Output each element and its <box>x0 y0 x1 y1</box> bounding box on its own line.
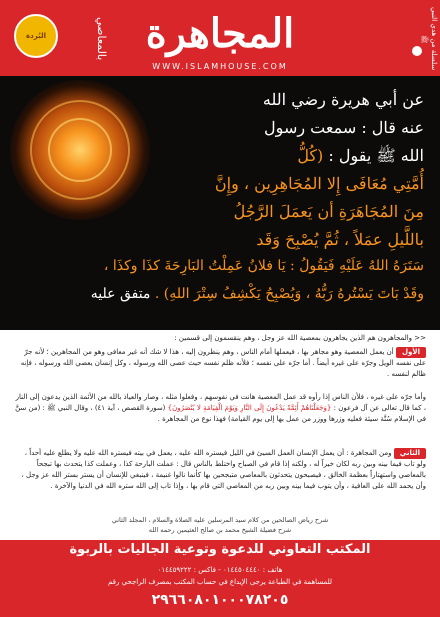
emblem-logo <box>14 14 58 58</box>
second-paragraph-text: وأما جرّه على غيره ، فلأن الناس إذا رأوه قد عمل المعصية هانت في نفوسهم ، وفعلوا مثله ، وصار والعياذ بالله من الأئمة الذين يدعون إلى النار ، كما قال تعالى عن آل فرعون : <box>15 393 426 412</box>
footer-banner <box>0 540 440 617</box>
office-phone: هاتف : ٠١٤٤٥٠٤٤٤٠ - فاكس : ٠١٤٤٥٩٢٢٢ <box>157 566 283 574</box>
hadith-line-6: باللَّيلِ عمَلاً ، ثُمَّ يُصْبِحَ وَقَد <box>256 230 424 249</box>
hadith-line-1: عن أبي هريرة رضي الله <box>262 90 424 109</box>
hadith-line-3-orange: (كُلُّ <box>297 146 324 165</box>
hadith-line-7: سَتَرَهُ اللهُ عَلَيْهِ فَيَقُولُ : يَا فلانُ عَمِلْتُ البَارِحَةَ كذَا وكذَا ، <box>103 258 424 274</box>
header-banner <box>0 0 440 76</box>
donation-note: للمساهمة في الطباعة يرجى الإيداع في حساب المكتب بمصرف الراجحي رقم <box>107 578 333 586</box>
second-type-badge: الثاني <box>394 448 426 459</box>
reference-line-2: شرح فضيلة الشيخ محمد بن صالح العثيمين رحمه الله <box>148 526 292 534</box>
page-title: المجاهرة <box>145 10 295 57</box>
hadith-line-5: مِنَ المُجَاهَرَةِ أن يَعمَلَ الرَّجُلُ <box>233 202 424 221</box>
glow-ring-decoration-inner <box>48 118 112 182</box>
series-label: سلسلة من هدي النبي ﷺ <box>420 7 438 71</box>
hadith-line-8 <box>91 286 424 302</box>
first-type-text: أن يعمل المعصية وهو مجاهر بها ، فيعملها أمام الناس ، وهم ينظرون إليه ، هذا لا شك أنه غير معافى وهو من المجاهرين ؛ لأنه جرّ على نفسه الويل وجرّه على غيره أيضاً . أما جرّه على نفسه ؛ فلأنه ظلم نفسه حيث عصى الله ورسوله ، وكل إنسان يعصي الله ورسوله ، فإنه ظالم لنفسه . <box>20 348 426 378</box>
explanation-section <box>0 330 440 540</box>
reference-line-1: شرح رياض الصالحين من كلام سيد المرسلين عليه الصلاة والسلام ، المجلد الثاني <box>111 516 329 524</box>
second-type-paragraph <box>14 448 426 492</box>
website-url[interactable]: WWW.ISLAMHOUSE.COM <box>152 62 288 71</box>
second-paragraph <box>14 392 426 425</box>
hadith-source: متفق عليه <box>90 286 155 302</box>
hadith-line-8-orange: وقَدْ بَاتَ يَسْتُرهُ رَبُّهُ ، وَيُصْبِحُ يَكْشِفُ سِتْرَ اللهِ) . <box>154 286 424 302</box>
second-paragraph-end: (سورة القصص ، آية ٤١) ، وقال النبي ﷺ : (من سنَّ في الإسلام سُنَّة سيئة فعليه وزرها ووزر من عمل بها إلى يوم القيامة) فهذا نوع من المجاهرة . <box>15 404 426 423</box>
emblem-text: البُردة <box>26 32 46 40</box>
intro-paragraph: << والمجاهرون هم الذين يجاهرون بمعصية الله عز وجل ، وهم ينقسمون إلى قسمين : <box>174 334 426 342</box>
bank-account-number: ٢٩٦٦٠٨٠١٠٠٠٧٨٢٠٥ <box>151 592 289 608</box>
hadith-line-2: عنه قال : سمعت رسول <box>264 118 424 137</box>
first-type-paragraph <box>14 347 426 380</box>
office-name: المكتب التعاوني للدعوة وتوعية الجاليات بالربوة <box>69 542 371 557</box>
hadith-panel <box>0 76 440 330</box>
hadith-line-3-white: الله ﷺ يقول : <box>323 146 424 165</box>
first-type-badge: الأول <box>396 347 426 358</box>
page-subtitle: بالمعاصي <box>95 17 108 61</box>
second-type-text: ومن المجاهرة : أن يعمل الإنسان العمل السيئ في الليل فيستره الله عليه ، يعمل في بيته فيستره الله عليه ولا يطلع عليه أحداً ، ولو تاب فيما بينه وبين ربه لكان خيراً له ، ولكنه إذا قام في الصباح واختلط بالناس قال : عملت البارحة كذا ، وعملت كذا يتحدث بها تبجحاً بالمعاصي واستهتاراً بعظمة الخالق ، فيصبحون يتحدثون بالمعاصي متبجحين بها كأنما نالوا غنيمة ، فينبغي للإنسان أن يستر بستر الله عز وجل ، وأن يحمد الله على العافية ، وأن يتوب فيما بينه وبين ربه من المعاصي التي قام بها ، وإذا تاب إلى الله ستره الله في الدنيا والآخرة . <box>21 449 426 490</box>
hadith-line-4: أُمَّتِي مُعَافَى إِلا المُجَاهِرِين ، وإِنَّ <box>214 174 424 193</box>
quran-quote: {وَجَعَلْنَاهُمْ أَئِمَّةً يَدْعُونَ إِلَى النَّارِ وَيَوْمَ الْقِيَامَةِ لا يُنْصَرُونَ} <box>167 404 332 412</box>
hadith-line-3 <box>297 146 424 169</box>
series-dot-icon <box>412 46 422 56</box>
